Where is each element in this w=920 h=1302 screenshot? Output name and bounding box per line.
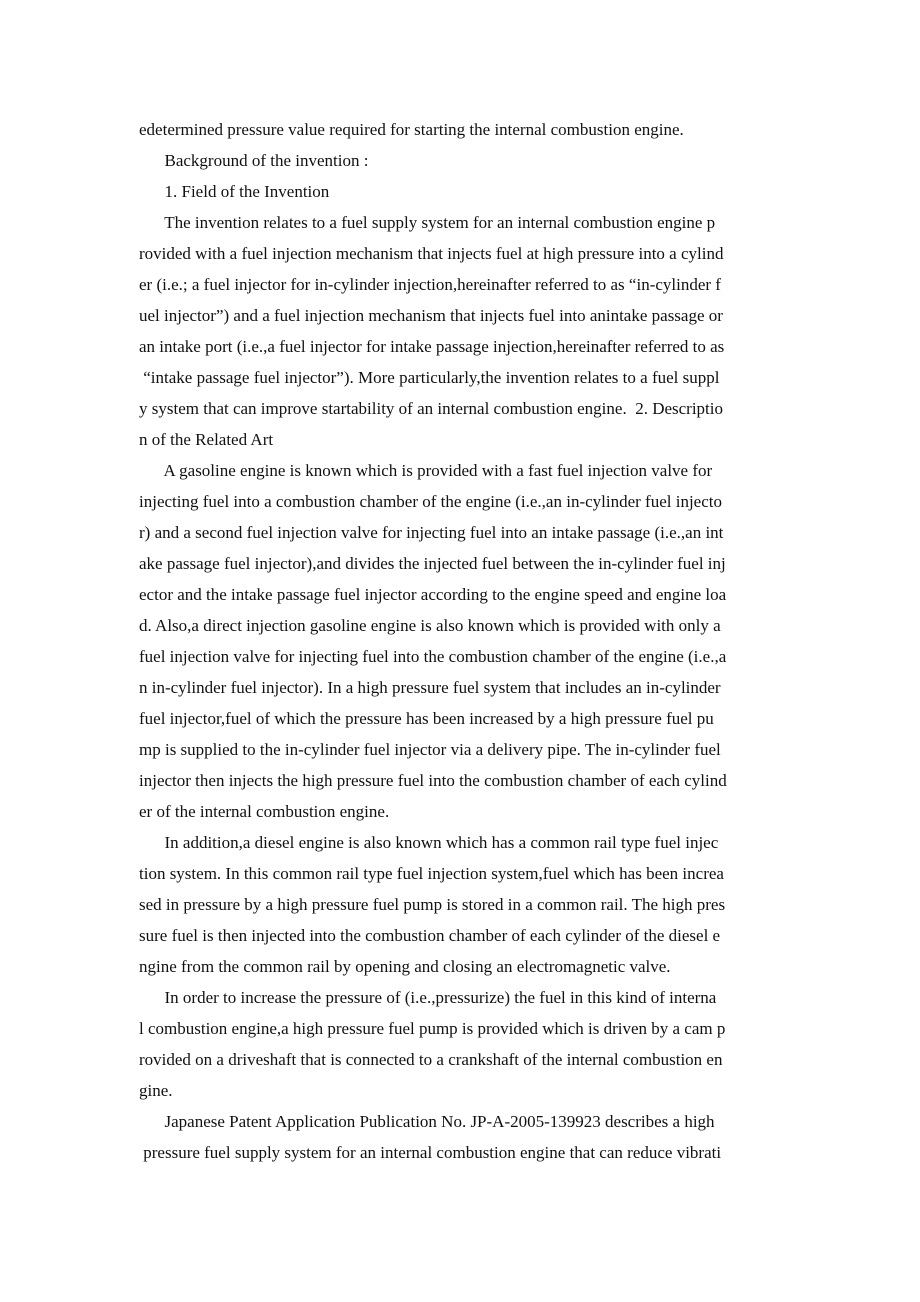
text-line: injector then injects the high pressure fuel into the combustion chamber of each cylind [139,771,727,790]
document-body [139,114,784,1168]
text-line: r) and a second fuel injection valve for injecting fuel into an intake passage (i.e.,an int [139,523,724,542]
text-line: fuel injection valve for injecting fuel into the combustion chamber of the engine (i.e.,a [139,647,727,666]
text-line: an intake port (i.e.,a fuel injector for intake passage injection,hereinafter referred to as [139,337,725,356]
text-line: tion system. In this common rail type fuel injection system,fuel which has been increa [139,864,724,883]
text-line: ake passage fuel injector),and divides the injected fuel between the in-cylinder fuel inj [139,554,726,573]
text-line: pressure fuel supply system for an internal combustion engine that can reduce vibrati [139,1143,722,1162]
text-line: edetermined pressure value required for starting the internal combustion engine. [139,120,684,139]
text-line: y system that can improve startability of an internal combustion engine. 2. Descriptio [139,399,724,418]
text-line: “intake passage fuel injector”). More particularly,the invention relates to a fuel suppl [139,368,720,387]
text-line: mp is supplied to the in-cylinder fuel injector via a delivery pipe. The in-cylinder fuel [139,740,721,759]
text-line: ector and the intake passage fuel injector according to the engine speed and engine loa [139,585,727,604]
text-line: l combustion engine,a high pressure fuel pump is provided which is driven by a cam p [139,1019,726,1038]
text-line: d. Also,a direct injection gasoline engine is also known which is provided with only a [139,616,721,635]
text-line: Japanese Patent Application Publication No. JP-A-2005-139923 describes a high [139,1112,715,1131]
section-heading-field: 1. Field of the Invention [139,182,330,201]
text-line: rovided with a fuel injection mechanism that injects fuel at high pressure into a cylind [139,244,724,263]
text-line: n in-cylinder fuel injector). In a high pressure fuel system that includes an in-cylinder [139,678,721,697]
section-heading-background: Background of the invention : [139,151,369,170]
text-line: fuel injector,fuel of which the pressure has been increased by a high pressure fuel pu [139,709,714,728]
text-line: In addition,a diesel engine is also known which has a common rail type fuel injec [139,833,719,852]
text-line: sed in pressure by a high pressure fuel pump is stored in a common rail. The high pres [139,895,726,914]
text-line: n of the Related Art [139,430,274,449]
text-line: er (i.e.; a fuel injector for in-cylinder injection,hereinafter referred to as “in-cylinder f [139,275,721,294]
text-line: injecting fuel into a combustion chamber of the engine (i.e.,an in-cylinder fuel injecto [139,492,722,511]
text-line: The invention relates to a fuel supply system for an internal combustion engine p [139,213,716,232]
text-line: A gasoline engine is known which is provided with a fast fuel injection valve for [139,461,713,480]
text-line: rovided on a driveshaft that is connected to a crankshaft of the internal combustion en [139,1050,723,1069]
text-line: er of the internal combustion engine. [139,802,390,821]
text-line: In order to increase the pressure of (i.e.,pressurize) the fuel in this kind of interna [139,988,717,1007]
text-line: uel injector”) and a fuel injection mechanism that injects fuel into anintake passage or [139,306,723,325]
text-line: sure fuel is then injected into the combustion chamber of each cylinder of the diesel e [139,926,721,945]
text-line: gine. [139,1081,173,1100]
text-line: ngine from the common rail by opening and closing an electromagnetic valve. [139,957,671,976]
